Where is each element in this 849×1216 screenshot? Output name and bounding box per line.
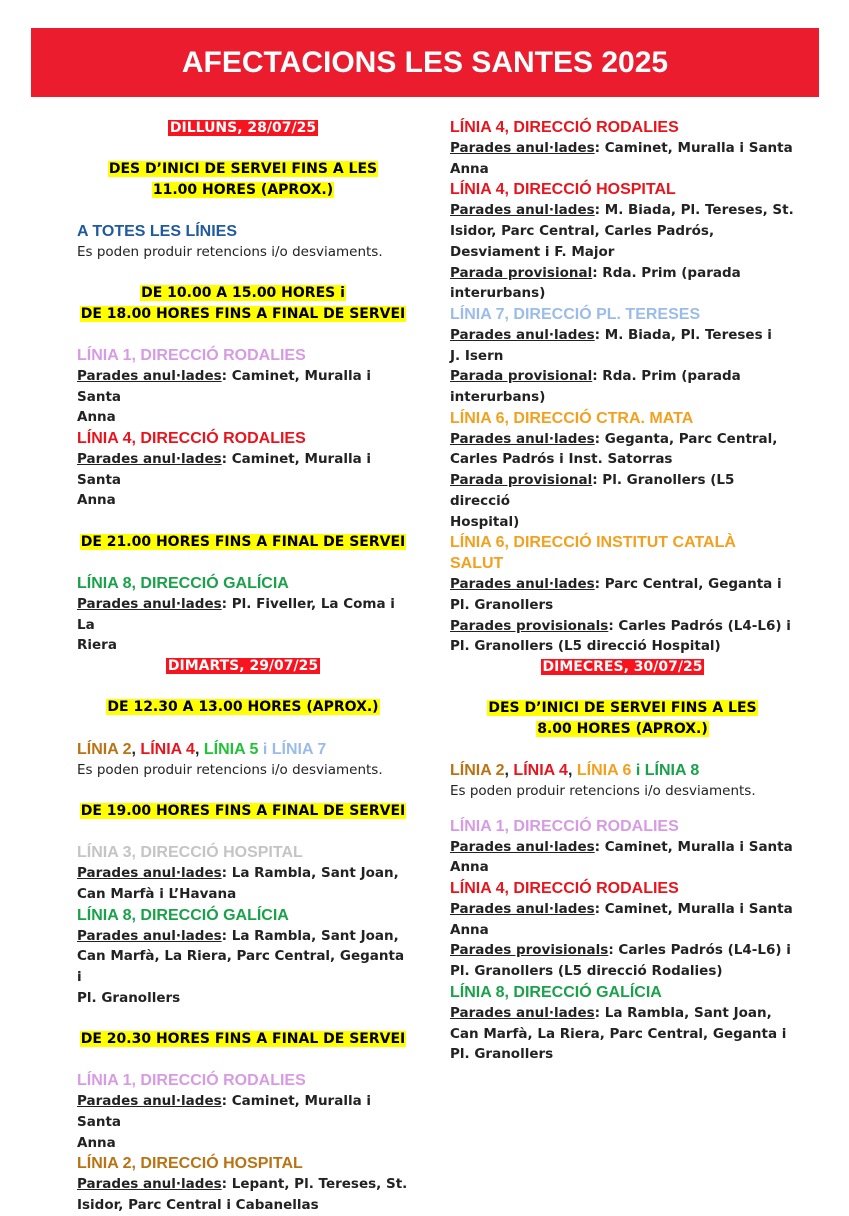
time-slot: DE 19.00 HORES FINS A FINAL DE SERVEI	[80, 802, 406, 819]
cancelled-stops: Parades anul·lades: Geganta, Parc Central,	[450, 430, 778, 447]
cancelled-stops: Parades anul·lades: M. Biada, Pl. Tereses, St.	[450, 202, 794, 219]
day-label: DILLUNS, 28/07/25	[169, 120, 317, 136]
cancelled-stops: Parades anul·lades: La Rambla, Sant Joan,	[450, 1004, 772, 1021]
day-heading-tuesday: DIMARTS, 29/07/25	[167, 658, 319, 675]
line-heading: LÍNIA 3, DIRECCIÓ HOSPITAL	[77, 844, 303, 862]
cancelled-stops-cont: Anna	[77, 409, 116, 426]
cancelled-stops-cont: Anna	[77, 1134, 116, 1151]
left-column	[77, 118, 409, 1216]
right-column	[450, 117, 795, 1065]
cancelled-stops: Parades anul·lades: M. Biada, Pl. Tereses i	[450, 326, 772, 343]
cancelled-stops: Parades anul·lades: Pl. Fiveller, La Coma i La	[77, 596, 395, 633]
temporary-stop-cont: Hospital)	[450, 513, 520, 530]
affected-lines: LÍNIA 2, LÍNIA 4, LÍNIA 5 i LÍNIA 7	[77, 740, 327, 758]
temporary-stop-cont: interurbans)	[450, 389, 546, 406]
time-slot: DE 20.30 HORES FINS A FINAL DE SERVEI	[80, 1031, 406, 1048]
cancelled-stops: Parades anul·lades: Parc Central, Geganta i	[450, 576, 782, 593]
line-heading: LÍNIA 6, DIRECCIÓ CTRA. MATA	[450, 409, 694, 427]
delay-note: Es poden produir retencions i/o desviaments.	[77, 761, 383, 778]
all-lines-heading: A TOTES LES LÍNIES	[77, 222, 238, 240]
cancelled-stops-cont: Pl. Granollers	[77, 989, 181, 1006]
cancelled-stops: Parades anul·lades: La Rambla, Sant Joan,	[77, 865, 399, 882]
cancelled-stops: Parades anul·lades: Caminet, Muralla i Santa	[77, 1093, 372, 1130]
cancelled-stops: Parades anul·lades: La Rambla, Sant Joan,	[77, 927, 399, 944]
cancelled-stops: Parades anul·lades: Caminet, Muralla i Santa	[450, 140, 793, 156]
temporary-stop-cont: interurbans)	[450, 285, 546, 302]
cancelled-stops-cont: Can Marfà, La Riera, Parc Central, Geganta i	[450, 1025, 787, 1042]
day-heading-monday	[77, 118, 409, 139]
page-title: AFECTACIONS LES SANTES 2025	[31, 28, 819, 97]
cancelled-stops: Parades anul·lades: Caminet, Muralla i Santa	[450, 838, 793, 855]
time-slot: DES D’INICI DE SERVEI FINS A LES	[108, 161, 378, 178]
time-slot-cont: 11.00 HORES (APROX.)	[152, 181, 334, 198]
time-slot: DE 21.00 HORES FINS A FINAL DE SERVEI	[80, 533, 406, 550]
line-heading: LÍNIA 1, DIRECCIÓ RODALIES	[450, 817, 679, 835]
temporary-stops: Parades provisionals: Carles Padrós (L4-L6) i	[450, 942, 791, 959]
temporary-stop: Parada provisional: Pl. Granollers (L5 direcció	[450, 472, 735, 509]
line-heading: LÍNIA 6, DIRECCIÓ INSTITUT CATALÀ	[450, 534, 736, 552]
cancelled-stops: Parades anul·lades: Caminet, Muralla i Santa	[77, 367, 372, 405]
cancelled-stops: Parades anul·lades: Lepant, Pl. Tereses, St.	[77, 1176, 408, 1193]
time-slot: DE 10.00 A 15.00 HORES i	[141, 285, 345, 302]
line-heading-cont: SALUT	[450, 555, 504, 573]
cancelled-stops-cont: Anna	[450, 859, 489, 876]
cancelled-stops-cont: Anna	[450, 921, 489, 938]
time-slot: DE 12.30 A 13.00 HORES (APROX.)	[107, 699, 379, 716]
time-slot-cont: 8.00 HORES (APROX.)	[537, 720, 708, 737]
temporary-stops: Parades provisionals: Carles Padrós (L4-L6) i	[450, 617, 791, 634]
line-heading: LÍNIA 2, DIRECCIÓ HOSPITAL	[77, 1155, 303, 1173]
line-heading: LÍNIA 7, DIRECCIÓ PL. TERESES	[450, 305, 701, 323]
line-heading: LÍNIA 8, DIRECCIÓ GALÍCIA	[77, 906, 289, 924]
time-slot-cont: DE 18.00 HORES FINS A FINAL DE SERVEI	[80, 305, 406, 322]
day-heading-wednesday: DIMECRES, 30/07/25	[542, 659, 703, 676]
line-heading: LÍNIA 8, DIRECCIÓ GALÍCIA	[450, 983, 662, 1001]
cancelled-stops-cont: Can Marfà, La Riera, Parc Central, Geganta i	[77, 948, 405, 985]
time-slot: DES D’INICI DE SERVEI FINS A LES	[488, 700, 757, 717]
delay-note: Es poden produir retencions i/o desviaments.	[450, 782, 756, 799]
cancelled-stops-cont: Can Marfà i L’Havana	[77, 885, 237, 902]
temporary-stops-cont: Pl. Granollers (L5 direcció Hospital)	[450, 638, 721, 655]
cancelled-stops-cont: Isidor, Parc Central, Carles Padrós,	[450, 223, 715, 240]
cancelled-stops-cont: Anna	[77, 492, 116, 509]
cancelled-stops-cont: J. Isern	[450, 347, 504, 364]
line-heading: LÍNIA 1, DIRECCIÓ RODALIES	[77, 346, 306, 364]
line-heading: LÍNIA 1, DIRECCIÓ RODALIES	[77, 1072, 306, 1090]
cancelled-stops-cont: Pl. Granollers	[450, 1046, 554, 1063]
line-heading: LÍNIA 4, DIRECCIÓ RODALIES	[77, 430, 306, 448]
line-heading: LÍNIA 4, DIRECCIÓ RODALIES	[450, 880, 679, 898]
temporary-stop: Parada provisional: Rda. Prim (parada	[450, 264, 741, 281]
temporary-stops-cont: Pl. Granollers (L5 direcció Rodalies)	[450, 963, 723, 980]
line-heading: LÍNIA 8, DIRECCIÓ GALÍCIA	[77, 575, 289, 593]
cancelled-stops-cont: Isidor, Parc Central i Cabanellas	[77, 1197, 319, 1214]
cancelled-stops-cont: Riera	[77, 637, 117, 654]
cancelled-stops-cont: Pl. Granollers	[450, 596, 554, 613]
cancelled-stops: Parades anul·lades: Caminet, Muralla i Santa	[77, 451, 372, 488]
cancelled-stops-cont: Anna	[450, 160, 489, 177]
delay-note: Es poden produir retencions i/o desviaments.	[77, 243, 383, 260]
cancelled-stops: Parades anul·lades: Caminet, Muralla i Santa	[450, 901, 793, 918]
cancelled-stops-cont: Desviament i F. Major	[450, 243, 615, 260]
line-heading: LÍNIA 4, DIRECCIÓ RODALIES	[450, 119, 679, 136]
temporary-stop: Parada provisional: Rda. Prim (parada	[450, 368, 741, 385]
line-heading: LÍNIA 4, DIRECCIÓ HOSPITAL	[450, 181, 676, 199]
cancelled-stops-cont: Carles Padrós i Inst. Satorras	[450, 451, 673, 468]
affected-lines: LÍNIA 2, LÍNIA 4, LÍNIA 6 i LÍNIA 8	[450, 761, 700, 779]
